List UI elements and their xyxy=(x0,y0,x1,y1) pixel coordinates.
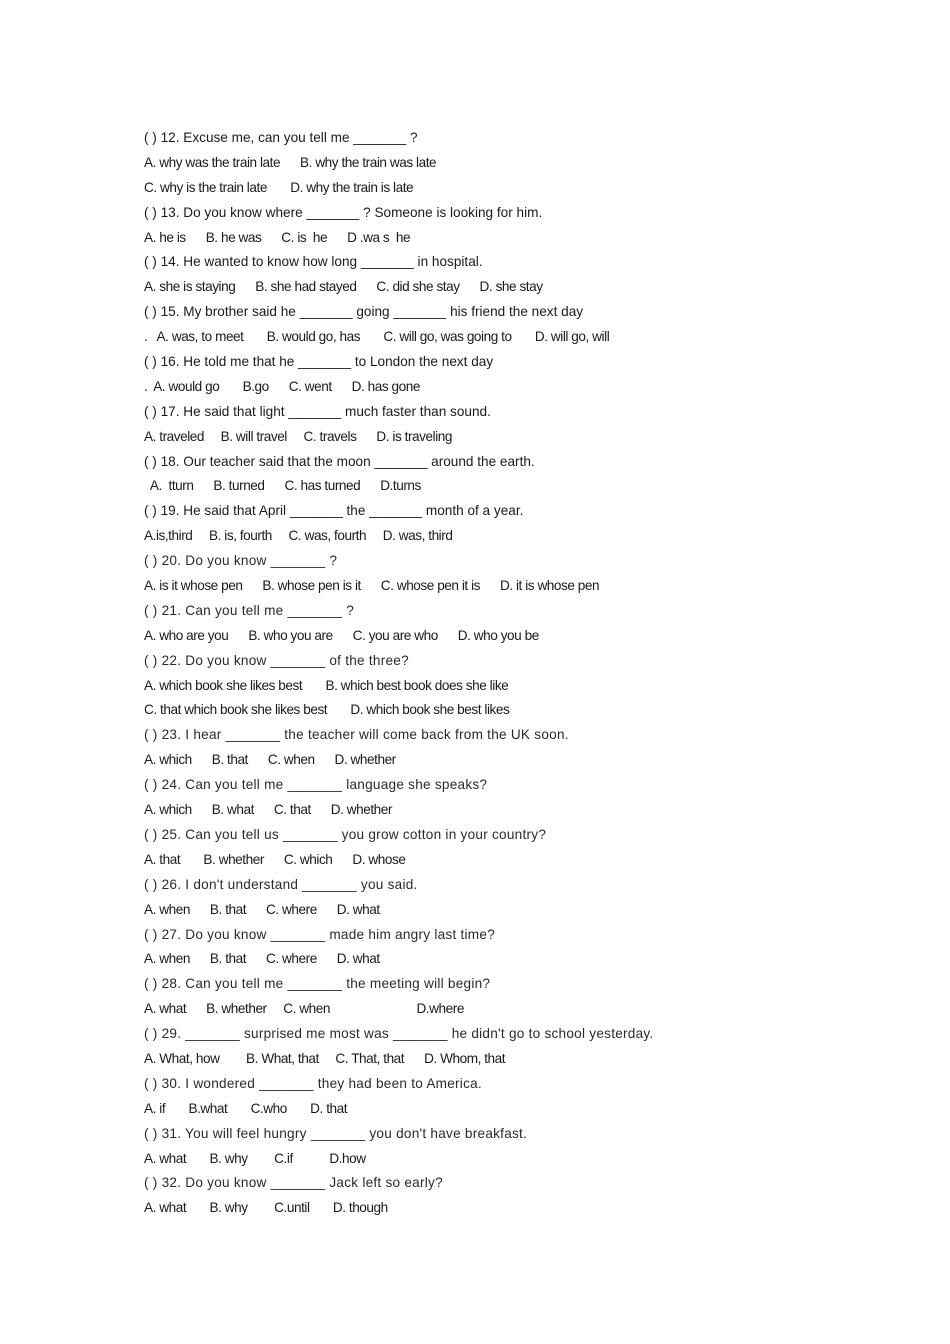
question-stem-21: ( ) 21. Can you tell me _______ ? xyxy=(144,602,355,618)
question-stem-31: ( ) 31. You will feel hungry _______ you don't have breakfast. xyxy=(144,1125,528,1141)
question-stem-16: ( ) 16. He told me that he _______ to London the next day xyxy=(144,354,494,370)
question-options-24: A. which B. what C. that D. whether xyxy=(144,802,392,818)
question-options-21: A. who are you B. who you are C. you are who D. who you be xyxy=(144,627,539,643)
question-stem-18: ( ) 18. Our teacher said that the moon _______ around the earth. xyxy=(144,453,535,469)
question-stem-15: ( ) 15. My brother said he _______ going _______ his friend the next day xyxy=(144,304,584,320)
question-options-31: A. what B. why C.if D.how xyxy=(144,1150,366,1166)
question-options-12-row-2: C. why is the train late D. why the train is late xyxy=(144,179,414,195)
question-stem-22: ( ) 22. Do you know _______ of the three? xyxy=(144,652,409,668)
question-stem-24: ( ) 24. Can you tell me _______ language she speaks? xyxy=(144,777,488,793)
question-stem-13: ( ) 13. Do you know where _______ ? Someone is looking for him. xyxy=(144,204,543,220)
question-stem-32: ( ) 32. Do you know _______ Jack left so early? xyxy=(144,1175,443,1191)
question-stem-12: ( ) 12. Excuse me, can you tell me _______ ? xyxy=(144,130,418,145)
question-options-22-row-1: A. which book she likes best B. which best book does she like xyxy=(144,677,509,693)
question-options-26: A. when B. that C. where D. what xyxy=(144,901,380,917)
question-options-13: A. he is B. he was C. is he D .wa s he xyxy=(144,229,411,245)
question-stem-14: ( ) 14. He wanted to know how long _______ in hospital. xyxy=(144,254,483,270)
question-options-25: A. that B. whether C. which D. whose xyxy=(144,851,406,867)
question-list xyxy=(144,126,784,1221)
question-options-22-row-2: C. that which book she likes best D. which book she best likes xyxy=(144,702,510,718)
question-stem-25: ( ) 25. Can you tell us _______ you grow cotton in your country? xyxy=(144,826,547,842)
question-options-15: . A. was, to meet B. would go, has C. will go, was going to D. will go, will xyxy=(144,329,610,345)
question-options-19: A.is,third B. is, fourth C. was, fourth D. was, third xyxy=(144,528,453,544)
question-stem-27: ( ) 27. Do you know _______ made him angry last time? xyxy=(144,926,496,942)
question-stem-26: ( ) 26. I don't understand _______ you said. xyxy=(144,876,418,892)
question-stem-28: ( ) 28. Can you tell me _______ the meeting will begin? xyxy=(144,976,491,992)
question-stem-29: ( ) 29. _______ surprised me most was _______ he didn't go to school yesterday. xyxy=(144,1026,654,1042)
question-stem-20: ( ) 20. Do you know _______ ? xyxy=(144,553,338,569)
question-stem-19: ( ) 19. He said that April _______ the _______ month of a year. xyxy=(144,503,524,519)
question-stem-30: ( ) 30. I wondered _______ they had been to America. xyxy=(144,1075,482,1091)
question-options-30: A. if B.what C.who D. that xyxy=(144,1100,348,1116)
question-options-29: A. What, how B. What, that C. That, that D. Whom, that xyxy=(144,1050,506,1066)
question-stem-17: ( ) 17. He said that light _______ much faster than sound. xyxy=(144,403,491,419)
question-options-14: A. she is staying B. she had stayed C. did she stay D. she stay xyxy=(144,279,543,295)
question-options-16: . A. would go B.go C. went D. has gone xyxy=(144,378,420,394)
question-options-18: A. tturn B. turned C. has turned D.turns xyxy=(144,478,421,494)
question-options-23: A. which B. that C. when D. whether xyxy=(144,752,396,768)
question-options-20: A. is it whose pen B. whose pen is it C. whose pen it is D. it is whose pen xyxy=(144,578,600,594)
question-options-27: A. when B. that C. where D. what xyxy=(144,951,380,967)
question-stem-23: ( ) 23. I hear _______ the teacher will come back from the UK soon. xyxy=(144,727,569,743)
question-options-32: A. what B. why C.until D. though xyxy=(144,1200,388,1216)
question-options-28: A. what B. whether C. when D.where xyxy=(144,1001,464,1017)
question-options-17: A. traveled B. will travel C. travels D. is traveling xyxy=(144,428,452,444)
question-options-12-row-1: A. why was the train late B. why the train was late xyxy=(144,154,437,170)
